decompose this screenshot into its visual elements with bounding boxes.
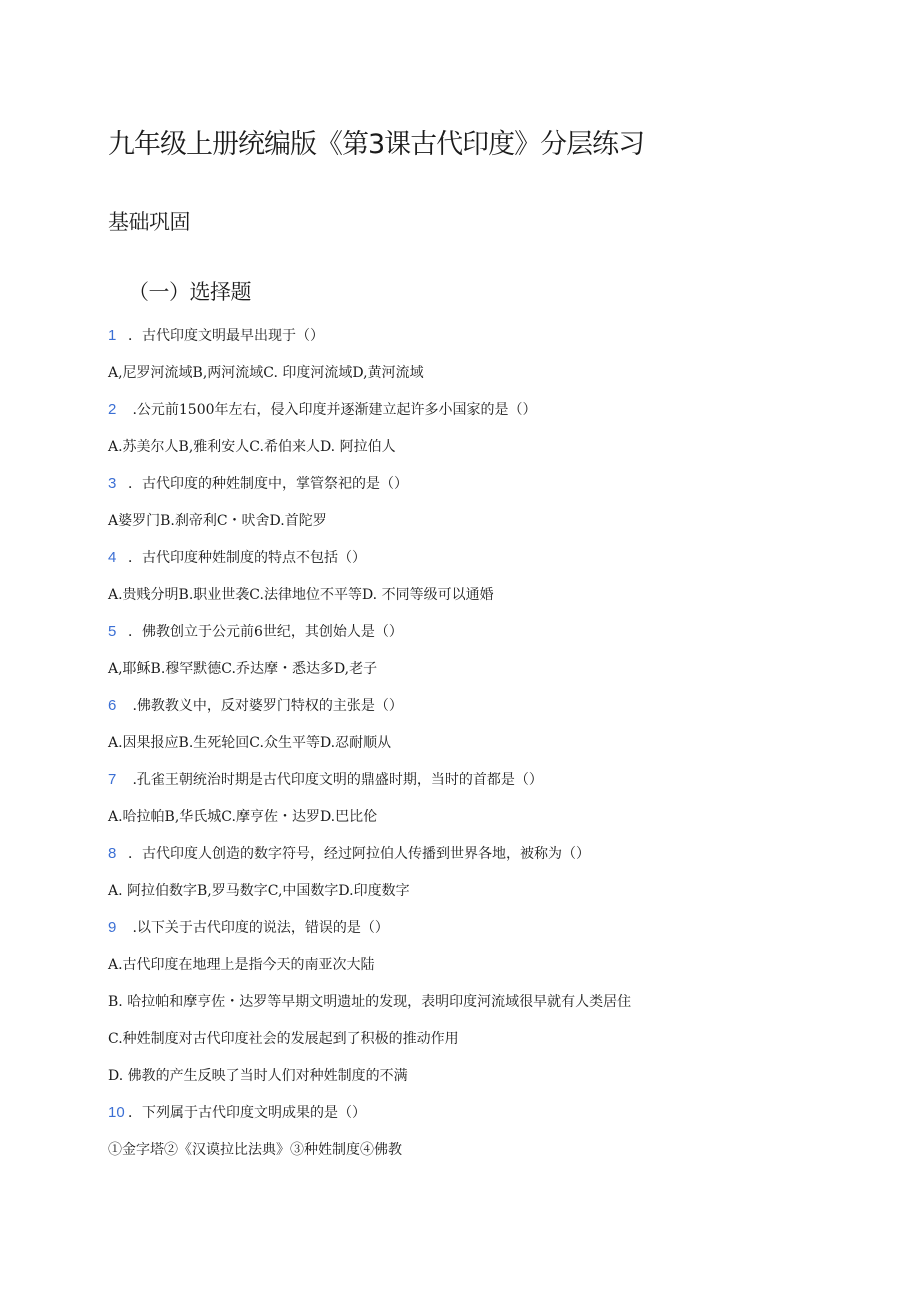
question-2-options: A.苏美尔人B,雅利安人C.希伯来人D. 阿拉伯人 (108, 439, 396, 455)
question-text: ．下列属于古代印度文明成果的是（） (128, 1105, 366, 1121)
question-6 (108, 695, 403, 715)
question-7 (108, 769, 543, 789)
question-number: 6 (108, 697, 117, 714)
question-4-options: A.贵贱分明B.职业世袭C.法律地位不平等D. 不同等级可以通婚 (108, 587, 494, 603)
question-9-option-c: C.种姓制度对古代印度社会的发展起到了积极的推动作用 (108, 1031, 459, 1047)
question-text: .佛教教义中，反对婆罗门特权的主张是（） (128, 698, 403, 714)
question-5-options: A,耶稣B.穆罕默德C.乔达摩・悉达多D,老子 (108, 661, 378, 677)
subsection-heading: （一）选择题 (128, 280, 251, 304)
question-number: 1 (108, 327, 117, 344)
question-number: 5 (108, 623, 117, 640)
question-text: .孔雀王朝统治时期是古代印度文明的鼎盛时期，当时的首都是（） (128, 772, 543, 788)
question-8 (108, 843, 590, 863)
question-1 (108, 325, 324, 345)
question-5 (108, 621, 403, 641)
question-9-option-a: A.古代印度在地理上是指今天的南亚次大陆 (108, 957, 375, 973)
question-1-options: A,尼罗河流域B,两河流域C. 印度河流域D,黄河流域 (108, 365, 424, 381)
question-number: 8 (108, 845, 117, 862)
question-6-options: A.因果报应B.生死轮回C.众生平等D.忍耐顺从 (108, 735, 392, 751)
question-number: 2 (108, 401, 117, 418)
question-9-option-d: D. 佛教的产生反映了当时人们对种姓制度的不满 (108, 1068, 408, 1084)
question-4 (108, 547, 366, 567)
question-9-option-b: B. 哈拉帕和摩亨佐・达罗等早期文明遗址的发现，表明印度河流域很早就有人类居住 (108, 994, 632, 1010)
section-heading: 基础巩固 (108, 210, 190, 234)
question-10-items: ①金字塔②《汉谟拉比法典》③种姓制度④佛教 (108, 1142, 402, 1158)
document-title: 九年级上册统编版《第3课古代印度》分层练习 (108, 129, 645, 160)
question-8-options: A. 阿拉伯数字B,罗马数字C,中国数字D.印度数字 (108, 883, 410, 899)
question-number: 7 (108, 771, 117, 788)
question-7-options: A.哈拉帕B,华氏城C.摩亨佐・达罗D.巴比伦 (108, 809, 378, 825)
question-2 (108, 399, 537, 419)
question-text: ．古代印度文明最早出现于（） (128, 328, 324, 344)
question-text: ．佛教创立于公元前6世纪，其创始人是（） (128, 624, 403, 640)
question-text: ．古代印度人创造的数字符号，经过阿拉伯人传播到世界各地，被称为（） (128, 846, 590, 862)
question-3-options: A婆罗门B.刹帝利C・吠舍D.首陀罗 (108, 513, 327, 529)
question-text: ．古代印度种姓制度的特点不包括（） (128, 550, 366, 566)
question-text: .以下关于古代印度的说法，错误的是（） (128, 920, 389, 936)
question-10 (108, 1102, 366, 1122)
question-text: ．古代印度的种姓制度中，掌管祭祀的是（） (128, 476, 408, 492)
question-number: 9 (108, 919, 117, 936)
question-9 (108, 917, 389, 937)
question-3 (108, 473, 408, 493)
question-number: 10 (108, 1104, 125, 1121)
question-number: 4 (108, 549, 117, 566)
question-number: 3 (108, 475, 117, 492)
question-text: .公元前1500年左右，侵入印度并逐渐建立起许多小国家的是（） (128, 402, 537, 418)
